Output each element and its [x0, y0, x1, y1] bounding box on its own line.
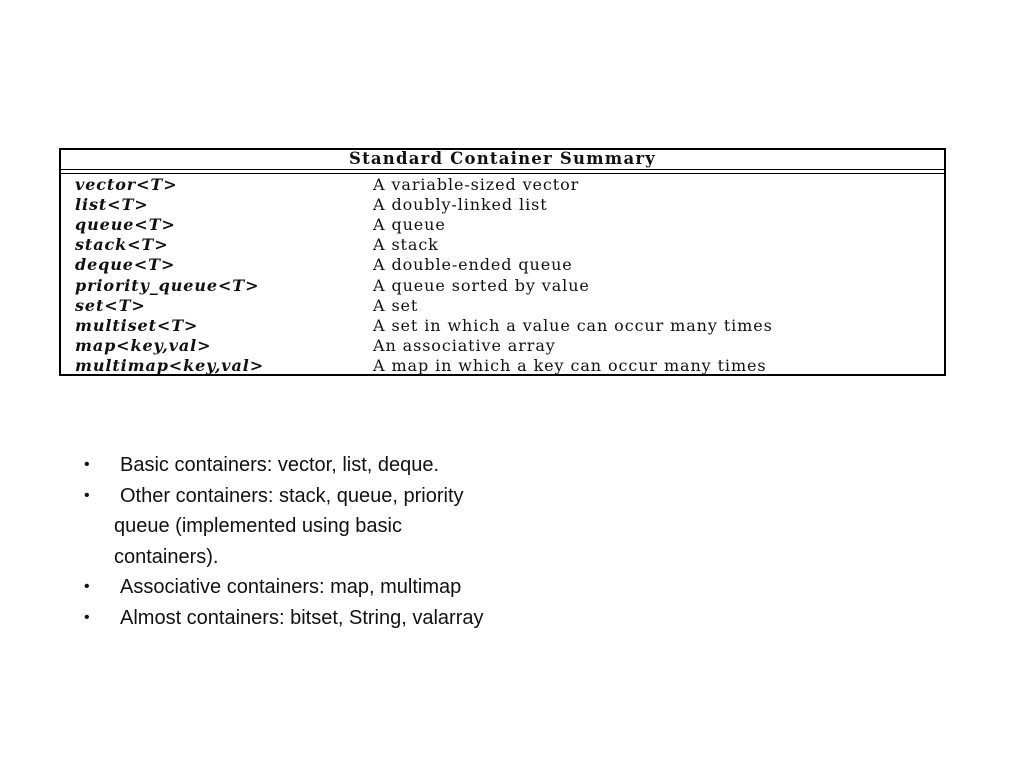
- container-description: A double-ended queue: [373, 255, 573, 275]
- container-type: stack<T>: [75, 235, 169, 255]
- table-row: [75, 255, 938, 275]
- container-description: A map in which a key can occur many times: [373, 356, 767, 376]
- table-row: [75, 275, 938, 295]
- bullet-text: Associative containers: map, multimap: [120, 576, 462, 598]
- container-type: multiset<T>: [75, 315, 199, 335]
- container-description: A queue sorted by value: [373, 275, 590, 295]
- container-type: set<T>: [75, 295, 146, 315]
- table-row: [75, 235, 938, 255]
- table-row: [75, 194, 938, 214]
- container-type: queue<T>: [75, 214, 176, 234]
- bullet-item-basic-containers: [80, 450, 600, 481]
- container-type: priority_queue<T>: [75, 275, 260, 295]
- bullet-text-continuation: containers).: [114, 545, 219, 568]
- container-description: A doubly-linked list: [373, 194, 548, 214]
- bullet-dot: •: [84, 486, 90, 504]
- table-row: [75, 174, 938, 194]
- table-row: [75, 336, 938, 356]
- bullet-item-other-containers: [80, 481, 600, 573]
- table-row: [75, 295, 938, 315]
- container-type: multimap<key,val>: [75, 356, 265, 376]
- container-summary-table: [59, 148, 946, 376]
- container-type: map<key,val>: [75, 336, 212, 356]
- table-rows: [75, 174, 938, 376]
- container-description: A set: [373, 295, 419, 315]
- bullet-dot: •: [84, 456, 90, 473]
- table-row: [75, 214, 938, 234]
- bullet-item-associative-containers: [80, 572, 600, 603]
- table-title: Standard Container Summary: [348, 149, 657, 168]
- bullet-dot: •: [84, 608, 90, 626]
- container-description: A stack: [373, 235, 439, 255]
- container-description: A queue: [373, 214, 446, 234]
- container-description: A set in which a value can occur many times: [373, 315, 773, 335]
- bullet-text: Basic containers: vector, list, deque.: [120, 454, 440, 476]
- bullet-list: [80, 450, 600, 633]
- table-row: [75, 356, 938, 376]
- table-row: [75, 315, 938, 335]
- bullet-text-continuation: queue (implemented using basic: [114, 515, 402, 537]
- container-description: An associative array: [373, 336, 556, 356]
- bullet-dot: •: [84, 578, 90, 595]
- container-description: A variable-sized vector: [373, 174, 580, 194]
- container-type: deque<T>: [75, 255, 176, 275]
- bullet-text: Other containers: stack, queue, priority: [120, 484, 464, 507]
- container-type: vector<T>: [75, 174, 178, 194]
- container-type: list<T>: [75, 194, 149, 214]
- bullet-text: Almost containers: bitset, String, valarray: [120, 606, 484, 629]
- bullet-item-almost-containers: [80, 603, 600, 634]
